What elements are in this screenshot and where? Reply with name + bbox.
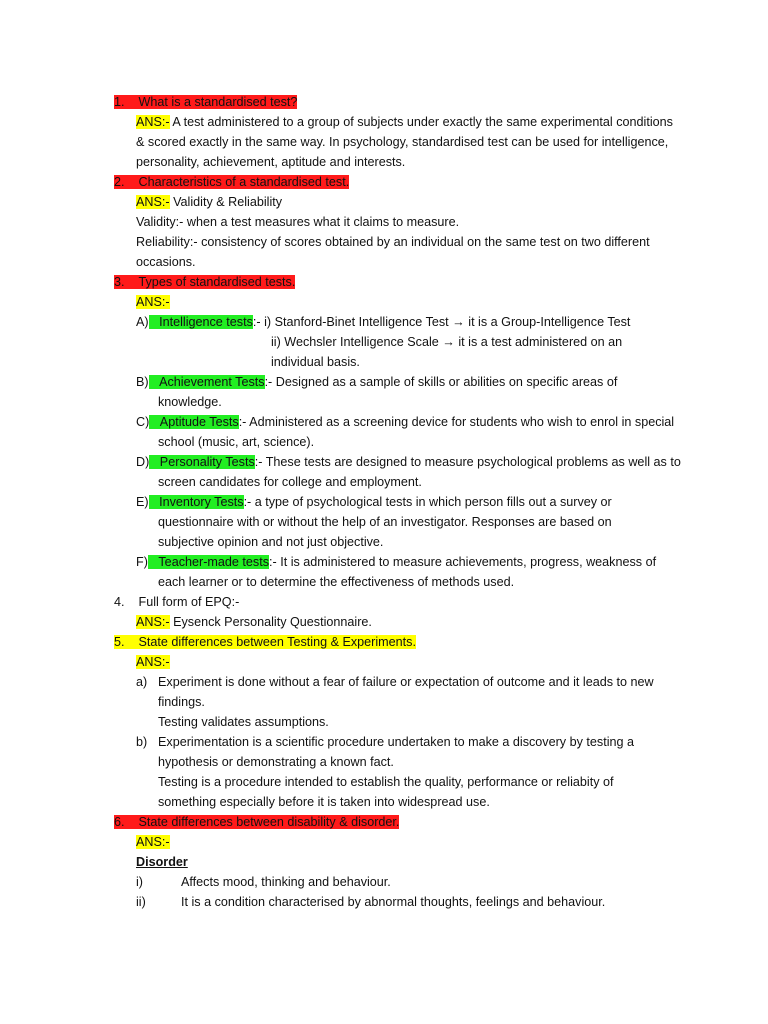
q3-item-a-term-text: Intelligence tests: [159, 315, 253, 329]
q3-item-e-cont-1: questionnaire with or without the help of an investigator. Responses are based on: [158, 515, 612, 529]
q5-answer-line: [136, 654, 170, 670]
q1-number: 1.: [114, 95, 125, 109]
q4-number: 4.: [114, 595, 125, 609]
q3-item-b: [136, 374, 617, 390]
q3-item-c: [136, 414, 674, 430]
q3-item-f-text: :- It is administered to measure achievements, progress, weakness of: [269, 555, 657, 569]
q1-answer-line-3: personality, achievement, aptitude and interests.: [136, 155, 406, 169]
q6-question-line: [114, 814, 399, 830]
q5-item-a-line-2: findings.: [158, 695, 205, 709]
q3-item-f-term: [148, 555, 269, 569]
q6-disorder-heading: Disorder: [136, 855, 188, 869]
q3-item-e-term: [149, 495, 244, 509]
q6-answer-line: [136, 834, 170, 850]
q3-item-b-cont: knowledge.: [158, 395, 222, 409]
q5-item-b-line-1: [136, 734, 634, 750]
q2-number: 2.: [114, 175, 125, 189]
q5-item-a-line-1: [136, 674, 654, 690]
q3-item-d-letter: D): [136, 455, 150, 469]
q6-item-1-roman: i): [136, 875, 143, 889]
q6-item-2-text: It is a condition characterised by abnormal thoughts, feelings and behaviour.: [181, 895, 606, 909]
q3-item-a-text: :- i) Stanford-Binet Intelligence Test → it is a Group-Intelligence Test: [252, 315, 631, 329]
q3-item-f: [136, 554, 656, 570]
q3-item-c-letter: C): [136, 415, 150, 429]
q3-item-c-term: [149, 415, 238, 429]
q3-item-c-term-text: Aptitude Tests: [159, 415, 239, 429]
q1-question: What is a standardised test?: [138, 95, 298, 109]
q3-item-d-cont: screen candidates for college and employment.: [158, 475, 422, 489]
q5-item-b-line-2: hypothesis or demonstrating a known fact.: [158, 755, 394, 769]
q5-item-b-line-4: something especially before it is taken into widespread use.: [158, 795, 490, 809]
q3-item-d: [136, 454, 681, 470]
q4-question: Full form of EPQ:-: [138, 595, 240, 609]
q3-item-e: [136, 494, 612, 510]
q3-item-a: [136, 314, 630, 330]
q4-answer-line: [136, 614, 372, 630]
q6-ans-label: ANS:-: [136, 835, 170, 849]
q3-ans-label: ANS:-: [136, 295, 170, 309]
q3-item-b-term-text: Achievement Tests: [159, 375, 265, 389]
q3-item-c-cont: school (music, art, science).: [158, 435, 315, 449]
q3-item-a-extra-2: individual basis.: [271, 355, 360, 369]
q5-item-b-letter: b): [136, 735, 148, 749]
q5-item-a-letter: a): [136, 675, 148, 689]
q5-ans-label: ANS:-: [136, 655, 170, 669]
q4-question-line: [114, 594, 239, 610]
q3-item-d-term: [149, 455, 254, 469]
q2-occasions-line: occasions.: [136, 255, 196, 269]
q2-ans-label: ANS:-: [136, 195, 170, 209]
q3-item-e-cont-2: subjective opinion and not just objective.: [158, 535, 384, 549]
q1-answer-line-1: [136, 114, 673, 130]
q5-item-b-text-1: Experimentation is a scientific procedure undertaken to make a discovery by testing a: [158, 735, 635, 749]
q6-highlight: [114, 815, 399, 829]
q3-number: 3.: [114, 275, 125, 289]
q4-answer-text: Eysenck Personality Questionnaire.: [169, 615, 372, 629]
q6-item-2: [136, 894, 605, 910]
q5-item-b-line-3: Testing is a procedure intended to establish the quality, performance or reliabity of: [158, 775, 614, 789]
q3-question-line: [114, 274, 295, 290]
q5-number: 5.: [114, 635, 125, 649]
q6-item-2-roman: ii): [136, 895, 146, 909]
q5-highlight: [114, 635, 416, 649]
q2-answer-text: Validity & Reliability: [169, 195, 283, 209]
q3-item-a-term: [149, 315, 253, 329]
q1-ans-label: ANS:-: [136, 115, 170, 129]
q3-item-c-text: :- Administered as a screening device for students who wish to enrol in special: [238, 415, 675, 429]
q5-question: State differences between Testing & Experiments.: [138, 635, 416, 649]
q6-heading-line: [136, 854, 188, 870]
q4-ans-label: ANS:-: [136, 615, 170, 629]
q3-item-d-term-text: Personality Tests: [159, 455, 255, 469]
q5-item-a-text-1: Experiment is done without a fear of failure or expectation of outcome and it leads to new: [158, 675, 654, 689]
q5-item-a-line-3: Testing validates assumptions.: [158, 715, 329, 729]
q2-validity-line: Validity:- when a test measures what it claims to measure.: [136, 215, 460, 229]
q1-answer-text-1: A test administered to a group of subjects under exactly the same experimental conditions: [169, 115, 673, 129]
q3-item-f-term-text: Teacher-made tests: [158, 555, 269, 569]
q3-item-a-letter: A): [136, 315, 149, 329]
q1-highlight: [114, 95, 297, 109]
q2-question-line: [114, 174, 349, 190]
q3-item-f-cont: each learner or to determine the effectiveness of methods used.: [158, 575, 515, 589]
q3-item-e-letter: E): [136, 495, 149, 509]
q3-item-f-letter: F): [136, 555, 148, 569]
q3-answer-line: [136, 294, 170, 310]
q1-question-line: [114, 94, 297, 110]
q2-answer-line: [136, 194, 282, 210]
q3-item-a-extra-1: ii) Wechsler Intelligence Scale → it is a test administered on an: [271, 335, 623, 349]
q6-number: 6.: [114, 815, 125, 829]
q1-answer-line-2: & scored exactly in the same way. In psychology, standardised test can be used for intelligence,: [136, 135, 669, 149]
q3-item-e-text: :- a type of psychological tests in which person fills out a survey or: [243, 495, 612, 509]
q6-item-1-text: Affects mood, thinking and behaviour.: [181, 875, 391, 889]
q2-reliability-line: Reliability:- consistency of scores obtained by an individual on the same test on two different: [136, 235, 650, 249]
q3-highlight: [114, 275, 295, 289]
q3-item-b-text: :- Designed as a sample of skills or abilities on specific areas of: [264, 375, 618, 389]
q3-question: Types of standardised tests.: [138, 275, 296, 289]
q5-question-line: [114, 634, 416, 650]
q2-question: Characteristics of a standardised test.: [138, 175, 350, 189]
q3-item-b-term: [149, 375, 265, 389]
q3-item-e-term-text: Inventory Tests: [159, 495, 244, 509]
q6-item-1: [136, 874, 391, 890]
q3-item-b-letter: B): [136, 375, 149, 389]
q6-question: State differences between disability & disorder.: [138, 815, 400, 829]
q2-highlight: [114, 175, 349, 189]
q3-item-d-text: :- These tests are designed to measure psychological problems as well as to: [254, 455, 681, 469]
